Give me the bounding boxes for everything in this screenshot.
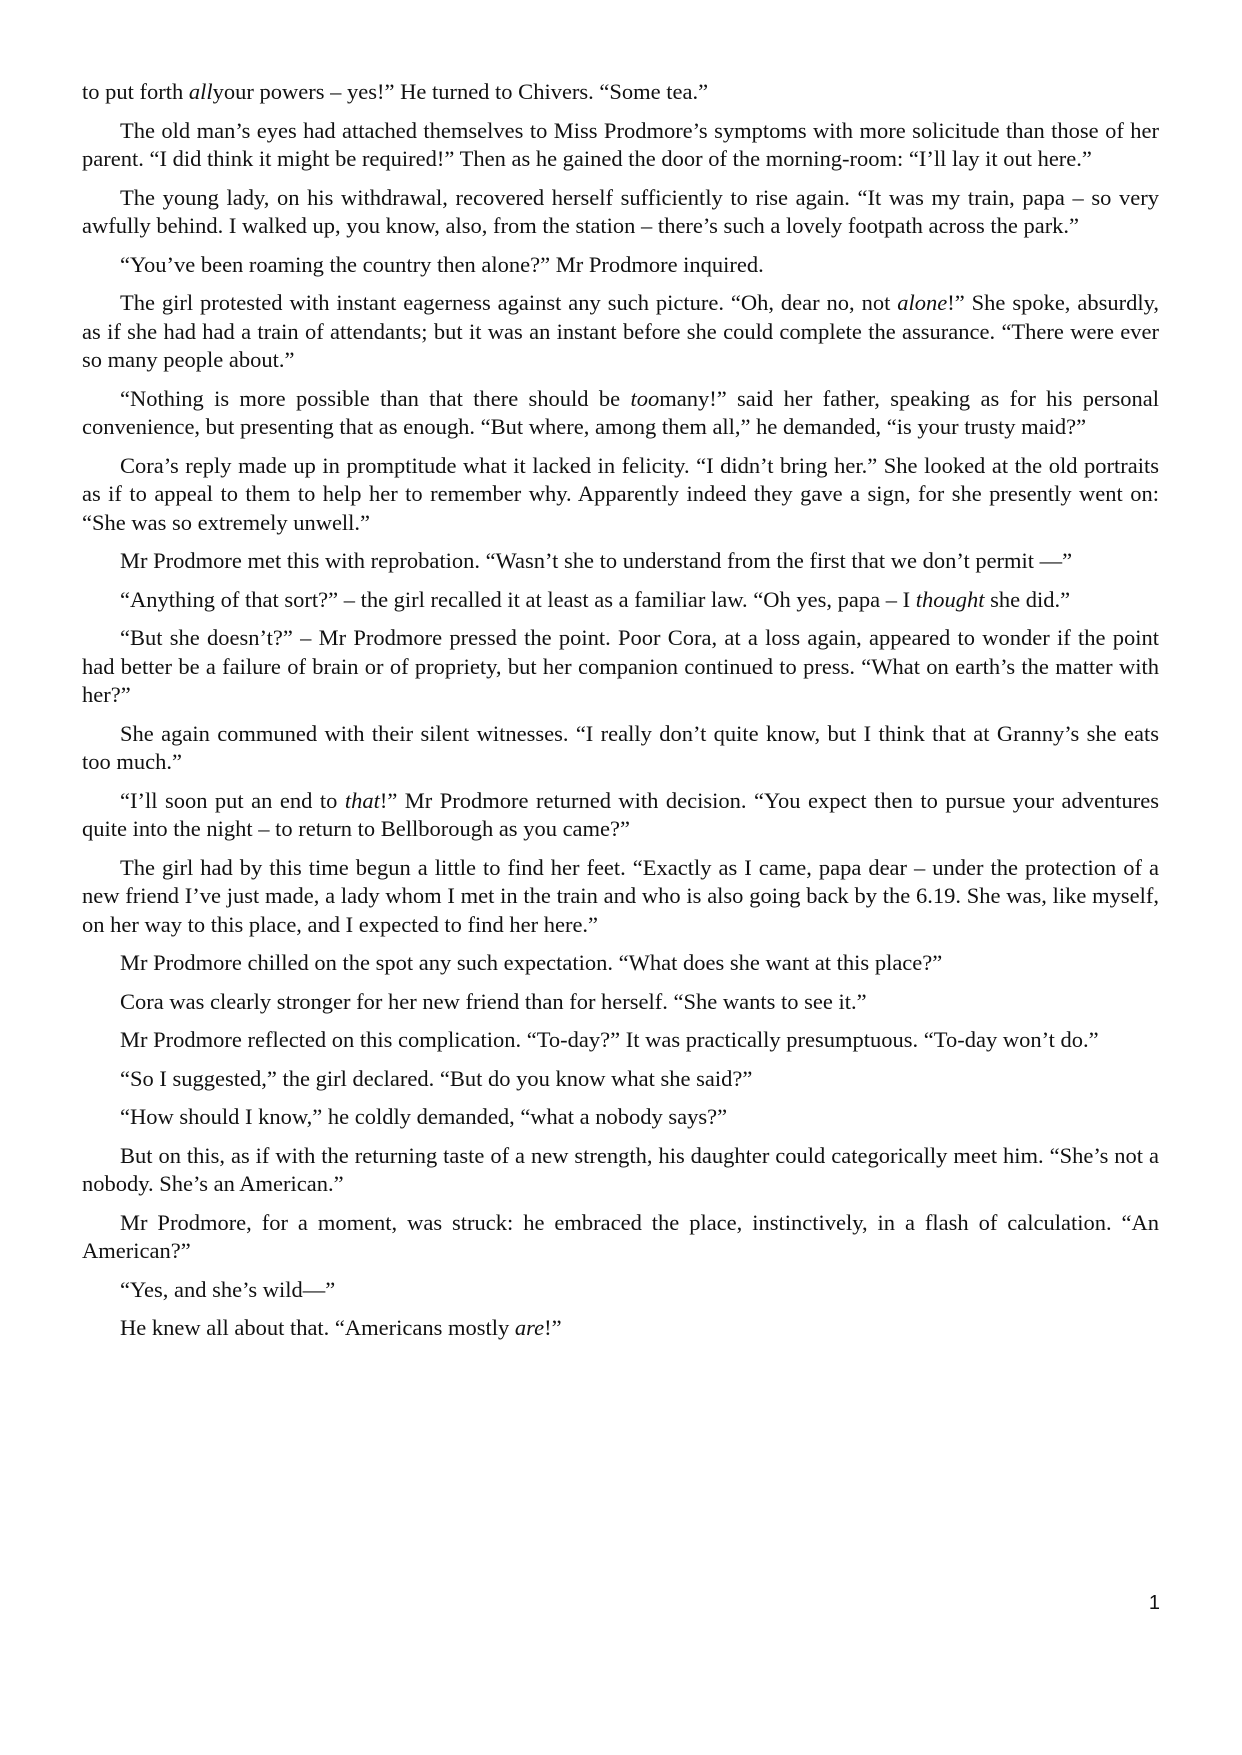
text-run: Cora was clearly stronger for her new friend than for herself. “She wants to see it.”: [120, 988, 867, 1014]
text-run: “I’ll soon put an end to: [120, 787, 345, 813]
paragraph: [82, 1103, 1159, 1132]
paragraph: [82, 988, 1159, 1017]
paragraph: [82, 251, 1159, 280]
paragraph: [82, 184, 1159, 241]
text-run: to put forth: [82, 79, 189, 104]
paragraph: [82, 1142, 1159, 1199]
paragraph: [82, 720, 1159, 777]
paragraph: [82, 289, 1159, 375]
paragraph: [82, 547, 1159, 576]
text-run: The young lady, on his withdrawal, recovered herself sufficiently to rise again. “It was my train, papa – so very awfully behind. I walked up, you know, also, from the station – there’s such a lovely footpath across the park.”: [82, 184, 1159, 238]
text-run: !” Mr Prodmore returned with decision. “You expect then to pursue your adventures quite into the night – to return to Bellborough as you came?”: [82, 787, 1159, 841]
text-run: Mr Prodmore met this with reprobation. “Wasn’t she to understand from the first that we don’t permit —”: [120, 548, 1073, 573]
paragraph: [82, 787, 1159, 844]
paragraph: [82, 452, 1159, 538]
paragraph: [82, 1026, 1159, 1055]
paragraph: [82, 117, 1159, 174]
paragraph: [82, 1276, 1159, 1305]
emphasis-text: too: [630, 385, 660, 411]
text-run: “Anything of that sort?” – the girl recalled it at least as a familiar law. “Oh yes, papa – I: [120, 586, 916, 612]
text-run: “Yes, and she’s wild—”: [120, 1276, 336, 1302]
text-run: she did.”: [984, 586, 1071, 612]
text-run: many!” said her father, speaking as for his personal convenience, but presenting that as enough. “But where, among them all,” he demanded, “is your trusty maid?”: [82, 385, 1159, 439]
text-run: The girl protested with instant eagerness against any such picture. “Oh, dear no, not: [120, 290, 898, 315]
emphasis-text: alone: [897, 290, 948, 315]
text-run: !”: [544, 1315, 562, 1340]
text-run: !” She spoke, absurdly, as if she had had a train of attendants; but it was an instant before she could complete the assurance. “There were ever so many people about.”: [82, 290, 1159, 372]
text-run: “How should I know,” he coldly demanded, “what a nobody says?”: [120, 1104, 728, 1129]
emphasis-text: thought: [915, 586, 985, 612]
text-run: “So I suggested,” the girl declared. “But do you know what she said?”: [120, 1065, 753, 1091]
text-run: The old man’s eyes had attached themselves to Miss Prodmore’s symptoms with more solicitude than those of her parent. “I did think it might be required!” Then as he gained the door of the morning-room: “I’ll lay it out here.”: [82, 117, 1159, 171]
text-run: Mr Prodmore chilled on the spot any such expectation. “What does she want at this place?”: [120, 950, 943, 975]
paragraph: [82, 949, 1159, 978]
text-run: She again communed with their silent witnesses. “I really don’t quite know, but I think that at Granny’s she eats too much.”: [82, 720, 1159, 774]
page-number: 1: [1148, 1592, 1160, 1614]
text-run: Mr Prodmore, for a moment, was struck: he embraced the place, instinctively, in a flash of calculation. “An American?”: [82, 1209, 1159, 1263]
text-run: The girl had by this time begun a little to find her feet. “Exactly as I came, papa dear – under the protection of a new friend I’ve just made, a lady whom I met in the train and who is also going back by the 6.19. She was, like myself, on her way to this place, and I expected to find her here.”: [82, 854, 1159, 937]
text-run: Cora’s reply made up in promptitude what it lacked in felicity. “I didn’t bring her.” She looked at the old portraits as if to appeal to them to help her to remember why. Apparently indeed they gave a sign, for she presently went on: “She was so extremely unwell.”: [82, 452, 1159, 535]
paragraph: [82, 1065, 1159, 1094]
emphasis-text: all: [188, 79, 213, 104]
text-run: “You’ve been roaming the country then alone?” Mr Prodmore inquired.: [120, 251, 764, 277]
paragraph: [82, 854, 1159, 940]
text-run: your powers – yes!” He turned to Chivers. “Some tea.”: [212, 79, 709, 104]
paragraph: [82, 1209, 1159, 1266]
text-run: “But she doesn’t?” – Mr Prodmore pressed the point. Poor Cora, at a loss again, appeared to wonder if the point had better be a failure of brain or of propriety, but her companion continued to press. “What on earth’s the matter with her?”: [82, 625, 1159, 707]
document-page: [82, 78, 1159, 1353]
text-run: Mr Prodmore reflected on this complication. “To-day?” It was practically presumptuous. “To-day won’t do.”: [120, 1027, 1099, 1052]
paragraph: [82, 586, 1159, 615]
emphasis-text: that: [344, 787, 380, 813]
paragraph: [82, 78, 1159, 107]
paragraph: [82, 385, 1159, 442]
paragraph: [82, 624, 1159, 710]
text-run: He knew all about that. “Americans mostly: [120, 1315, 515, 1340]
text-run: “Nothing is more possible than that there should be: [120, 385, 631, 411]
text-run: But on this, as if with the returning taste of a new strength, his daughter could categorically meet him. “She’s not a nobody. She’s an American.”: [82, 1142, 1159, 1196]
paragraph: [82, 1314, 1159, 1343]
emphasis-text: are: [514, 1315, 545, 1340]
